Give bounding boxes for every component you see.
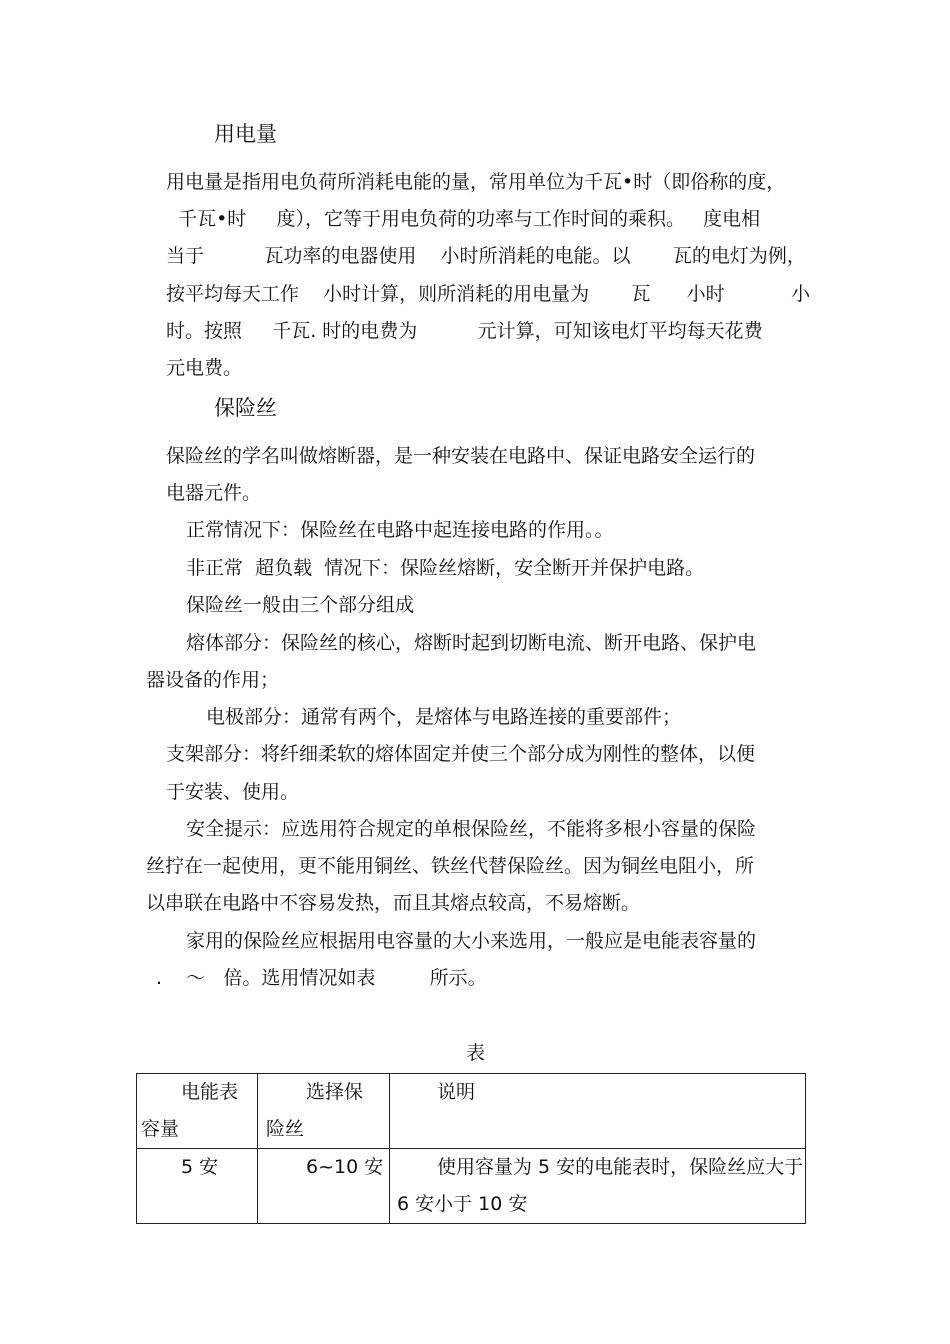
paragraph-line: 千瓦•时 度），它等于用电负荷的功率与工作时间的乘积。 度电相	[166, 208, 761, 230]
paragraph-line: 元电费。	[166, 357, 243, 379]
table-row	[137, 1149, 806, 1224]
paragraph-line: 按平均每天工作 小时计算，则所消耗的用电量为 瓦 小时 小	[166, 283, 811, 305]
header-cell-desc	[390, 1074, 806, 1149]
paragraph-line: 于安装、使用。	[166, 781, 300, 803]
cell-text: 6 安小于 10 安	[397, 1193, 528, 1215]
paragraph-line: 器设备的作用；	[146, 669, 280, 691]
header-text: 险丝	[266, 1118, 305, 1140]
section-heading-fuse: 保险丝	[214, 396, 277, 420]
cell-text: 5 安	[181, 1156, 219, 1178]
header-text: 说明	[437, 1081, 476, 1103]
paragraph-line: 用电量是指用电负荷所消耗电能的量，常用单位为千瓦•时（即俗称的度，	[166, 171, 786, 193]
header-text: 容量	[141, 1118, 180, 1140]
header-cell-capacity	[137, 1074, 258, 1149]
table-header-row	[137, 1074, 806, 1149]
paragraph-line: 电极部分：通常有两个，是熔体与电路连接的重要部件；	[206, 706, 682, 728]
paragraph-line: 家用的保险丝应根据用电容量的大小来选用，一般应是电能表容量的	[186, 930, 757, 952]
paragraph-line: 安全提示：应选用符合规定的单根保险丝，不能将多根小容量的保险	[186, 818, 757, 840]
section-heading-electricity: 用电量	[214, 122, 277, 146]
cell-capacity	[137, 1149, 258, 1224]
paragraph-line: 丝拧在一起使用，更不能用铜丝、铁丝代替保险丝。因为铜丝电阻小，所	[146, 855, 755, 877]
paragraph-line: 电器元件。	[166, 482, 262, 504]
fuse-selection-table	[136, 1073, 806, 1224]
paragraph-line: 保险丝的学名叫做熔断器，是一种安装在电路中、保证电路安全运行的	[166, 445, 756, 467]
paragraph-line: 支架部分：将纤细柔软的熔体固定并使三个部分成为刚性的整体，以便	[166, 743, 756, 765]
paragraph-line: . ～ 倍。选用情况如表 所示。	[156, 967, 487, 989]
cell-description	[390, 1149, 806, 1224]
paragraph-line: 保险丝一般由三个部分组成	[186, 594, 415, 616]
header-text: 电能表	[181, 1081, 239, 1103]
paragraph-line: 正常情况下：保险丝在电路中起连接电路的作用。。	[186, 519, 614, 541]
cell-text: 6~10 安	[306, 1156, 384, 1178]
paragraph-line: 时。按照 千瓦. 时的电费为 元计算，可知该电灯平均每天花费	[166, 320, 763, 342]
paragraph-line: 非正常 超负载 情况下：保险丝熔断，安全断开并保护电路。	[186, 557, 705, 579]
table-caption: 表	[466, 1042, 486, 1064]
header-cell-fuse	[258, 1074, 390, 1149]
cell-fuse	[258, 1149, 390, 1224]
cell-text: 使用容量为 5 安的电能表时，保险丝应大于	[437, 1156, 804, 1178]
header-text: 选择保	[306, 1081, 364, 1103]
paragraph-line: 以串联在电路中不容易发热，而且其熔点较高，不易熔断。	[146, 892, 641, 914]
paragraph-line: 熔体部分：保险丝的核心，熔断时起到切断电流、断开电路、保护电	[186, 632, 757, 654]
paragraph-line: 当于 瓦功率的电器使用 小时所消耗的电能。以 瓦的电灯为例，	[166, 245, 806, 267]
